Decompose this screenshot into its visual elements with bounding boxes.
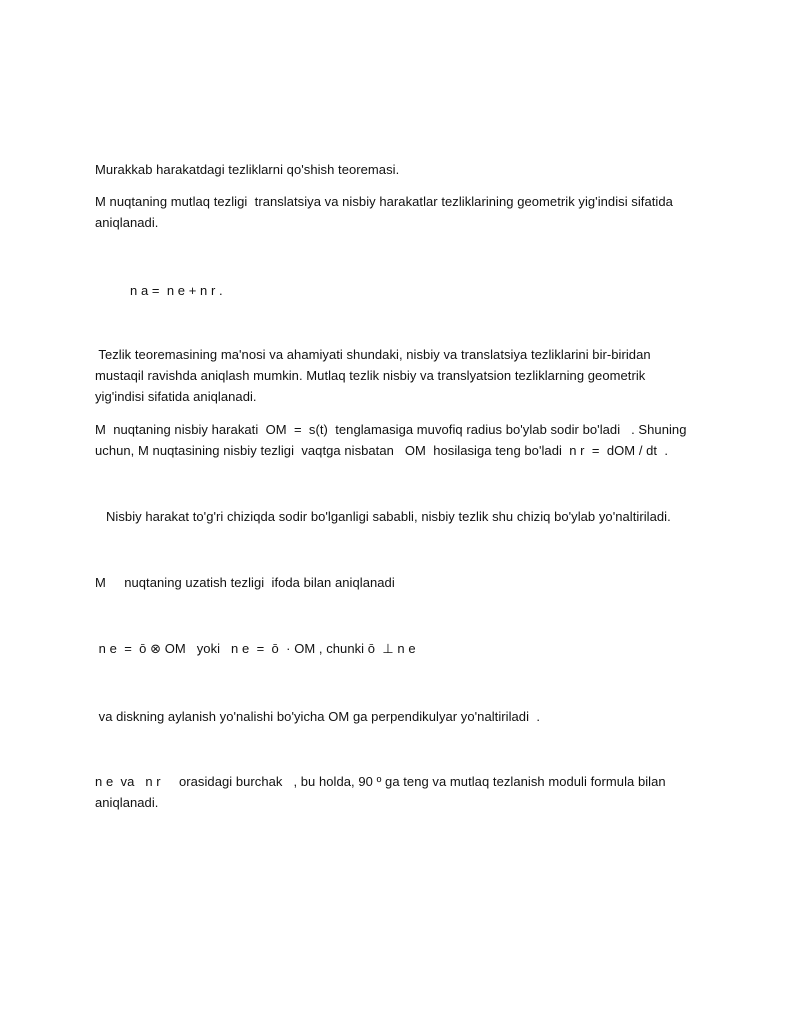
paragraph-5: M nuqtaning uzatish tezligi ifoda bilan aniqlanadi bbox=[95, 575, 395, 590]
paragraph-1-line-1: M nuqtaning mutlaq tezligi translatsiya va nisbiy harakatlar tezliklarining geometrik yig'indisi sifatida bbox=[95, 194, 673, 209]
paragraph-2-line-1: Tezlik teoremasining ma'nosi va ahamiyati shundaki, nisbiy va translatsiya tezliklarini bir-biridan bbox=[95, 347, 651, 362]
formula-absolute-velocity: n a = n e + n r . bbox=[130, 283, 223, 298]
paragraph-1-line-2: aniqlanadi. bbox=[95, 215, 159, 230]
paragraph-2-line-3: yig'indisi sifatida aniqlanadi. bbox=[95, 389, 257, 404]
paragraph-3-line-2: uchun, M nuqtasining nisbiy tezligi vaqtga nisbatan OM hosilasiga teng bo'ladi n r = dOM / dt . bbox=[95, 443, 669, 458]
formula-transfer-velocity: n e = ō ⊗ OM yoki n e = ō · OM , chunki ō ⊥ n e bbox=[95, 641, 416, 656]
paragraph-7-line-1: n e va n r orasidagi burchak , bu holda, 90 º ga teng va mutlaq tezlanish moduli formula bilan bbox=[95, 774, 666, 789]
paragraph-2-line-2: mustaqil ravishda aniqlash mumkin. Mutlaq tezlik nisbiy va translyatsion tezliklarning geometrik bbox=[95, 368, 646, 383]
document-title: Murakkab harakatdagi tezliklarni qo'shish teoremasi. bbox=[95, 162, 400, 177]
paragraph-3-line-1: M nuqtaning nisbiy harakati OM = s(t) tenglamasiga muvofiq radius bo'ylab sodir bo'ladi . Shuning bbox=[95, 422, 687, 437]
paragraph-7-line-2: aniqlanadi. bbox=[95, 795, 159, 810]
paragraph-4: Nisbiy harakat to'g'ri chiziqda sodir bo'lganligi sababli, nisbiy tezlik shu chiziq bo'ylab yo'naltiriladi. bbox=[95, 509, 671, 524]
paragraph-6: va diskning aylanish yo'nalishi bo'yicha OM ga perpendikulyar yo'naltiriladi . bbox=[95, 709, 541, 724]
